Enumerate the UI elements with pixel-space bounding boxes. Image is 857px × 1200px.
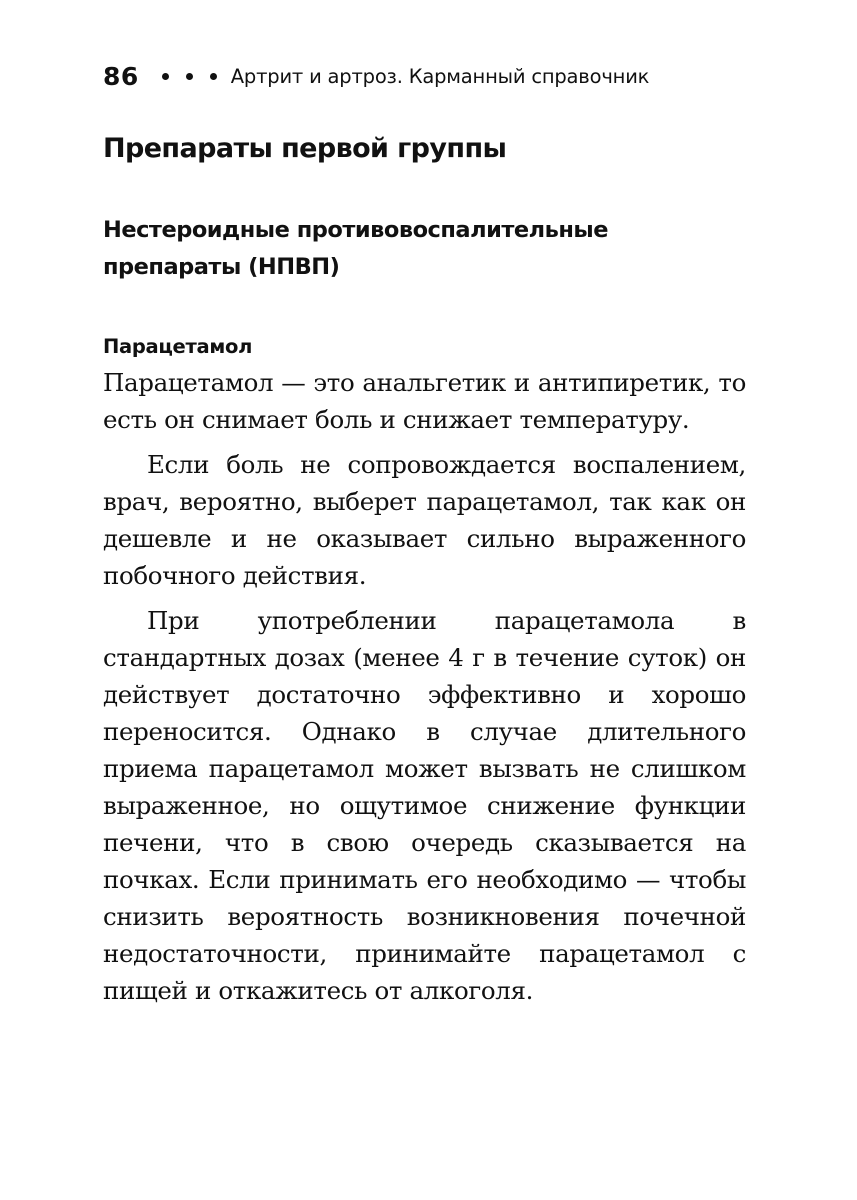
section-title: Нестероидные противовоспалительные препараты (НПВП) — [103, 217, 608, 280]
paragraph: При употреблении парацетамола в стандартных дозах (менее 4 г в течение суток) он действует достаточно эффективно и хорошо переносится. Однако в случае длительного приема парацетамол может вызвать не слишком выраженное, но ощутимое снижение функции печени, что в свою очередь сказывается на почках. Если принимать его необходимо — чтобы снизить вероятность возникновения почечной недостаточности, принимайте парацетамол с пищей и откажитесь от алкоголя. — [103, 606, 746, 1005]
bullet-dot-icon — [162, 73, 169, 80]
header-bullets — [162, 73, 217, 80]
paragraph: Если боль не сопровождается воспалением, врач, вероятно, выберет парацетамол, так как он дешевле и не оказывает сильно выраженного побочного действия. — [103, 450, 746, 590]
running-header — [103, 56, 746, 96]
page-number: 86 — [103, 61, 139, 91]
bullet-dot-icon — [210, 73, 217, 80]
chapter-title: Препараты первой группы — [103, 133, 507, 164]
subsection-title: Парацетамол — [103, 335, 253, 358]
paragraph: Парацетамол — это анальгетик и антипиретик, то есть он снимает боль и снижает температуру. — [103, 368, 746, 434]
body-text — [103, 364, 746, 1009]
running-title: Артрит и артроз. Карманный справочник — [230, 64, 650, 88]
bullet-dot-icon — [186, 73, 193, 80]
book-page — [103, 56, 746, 1009]
